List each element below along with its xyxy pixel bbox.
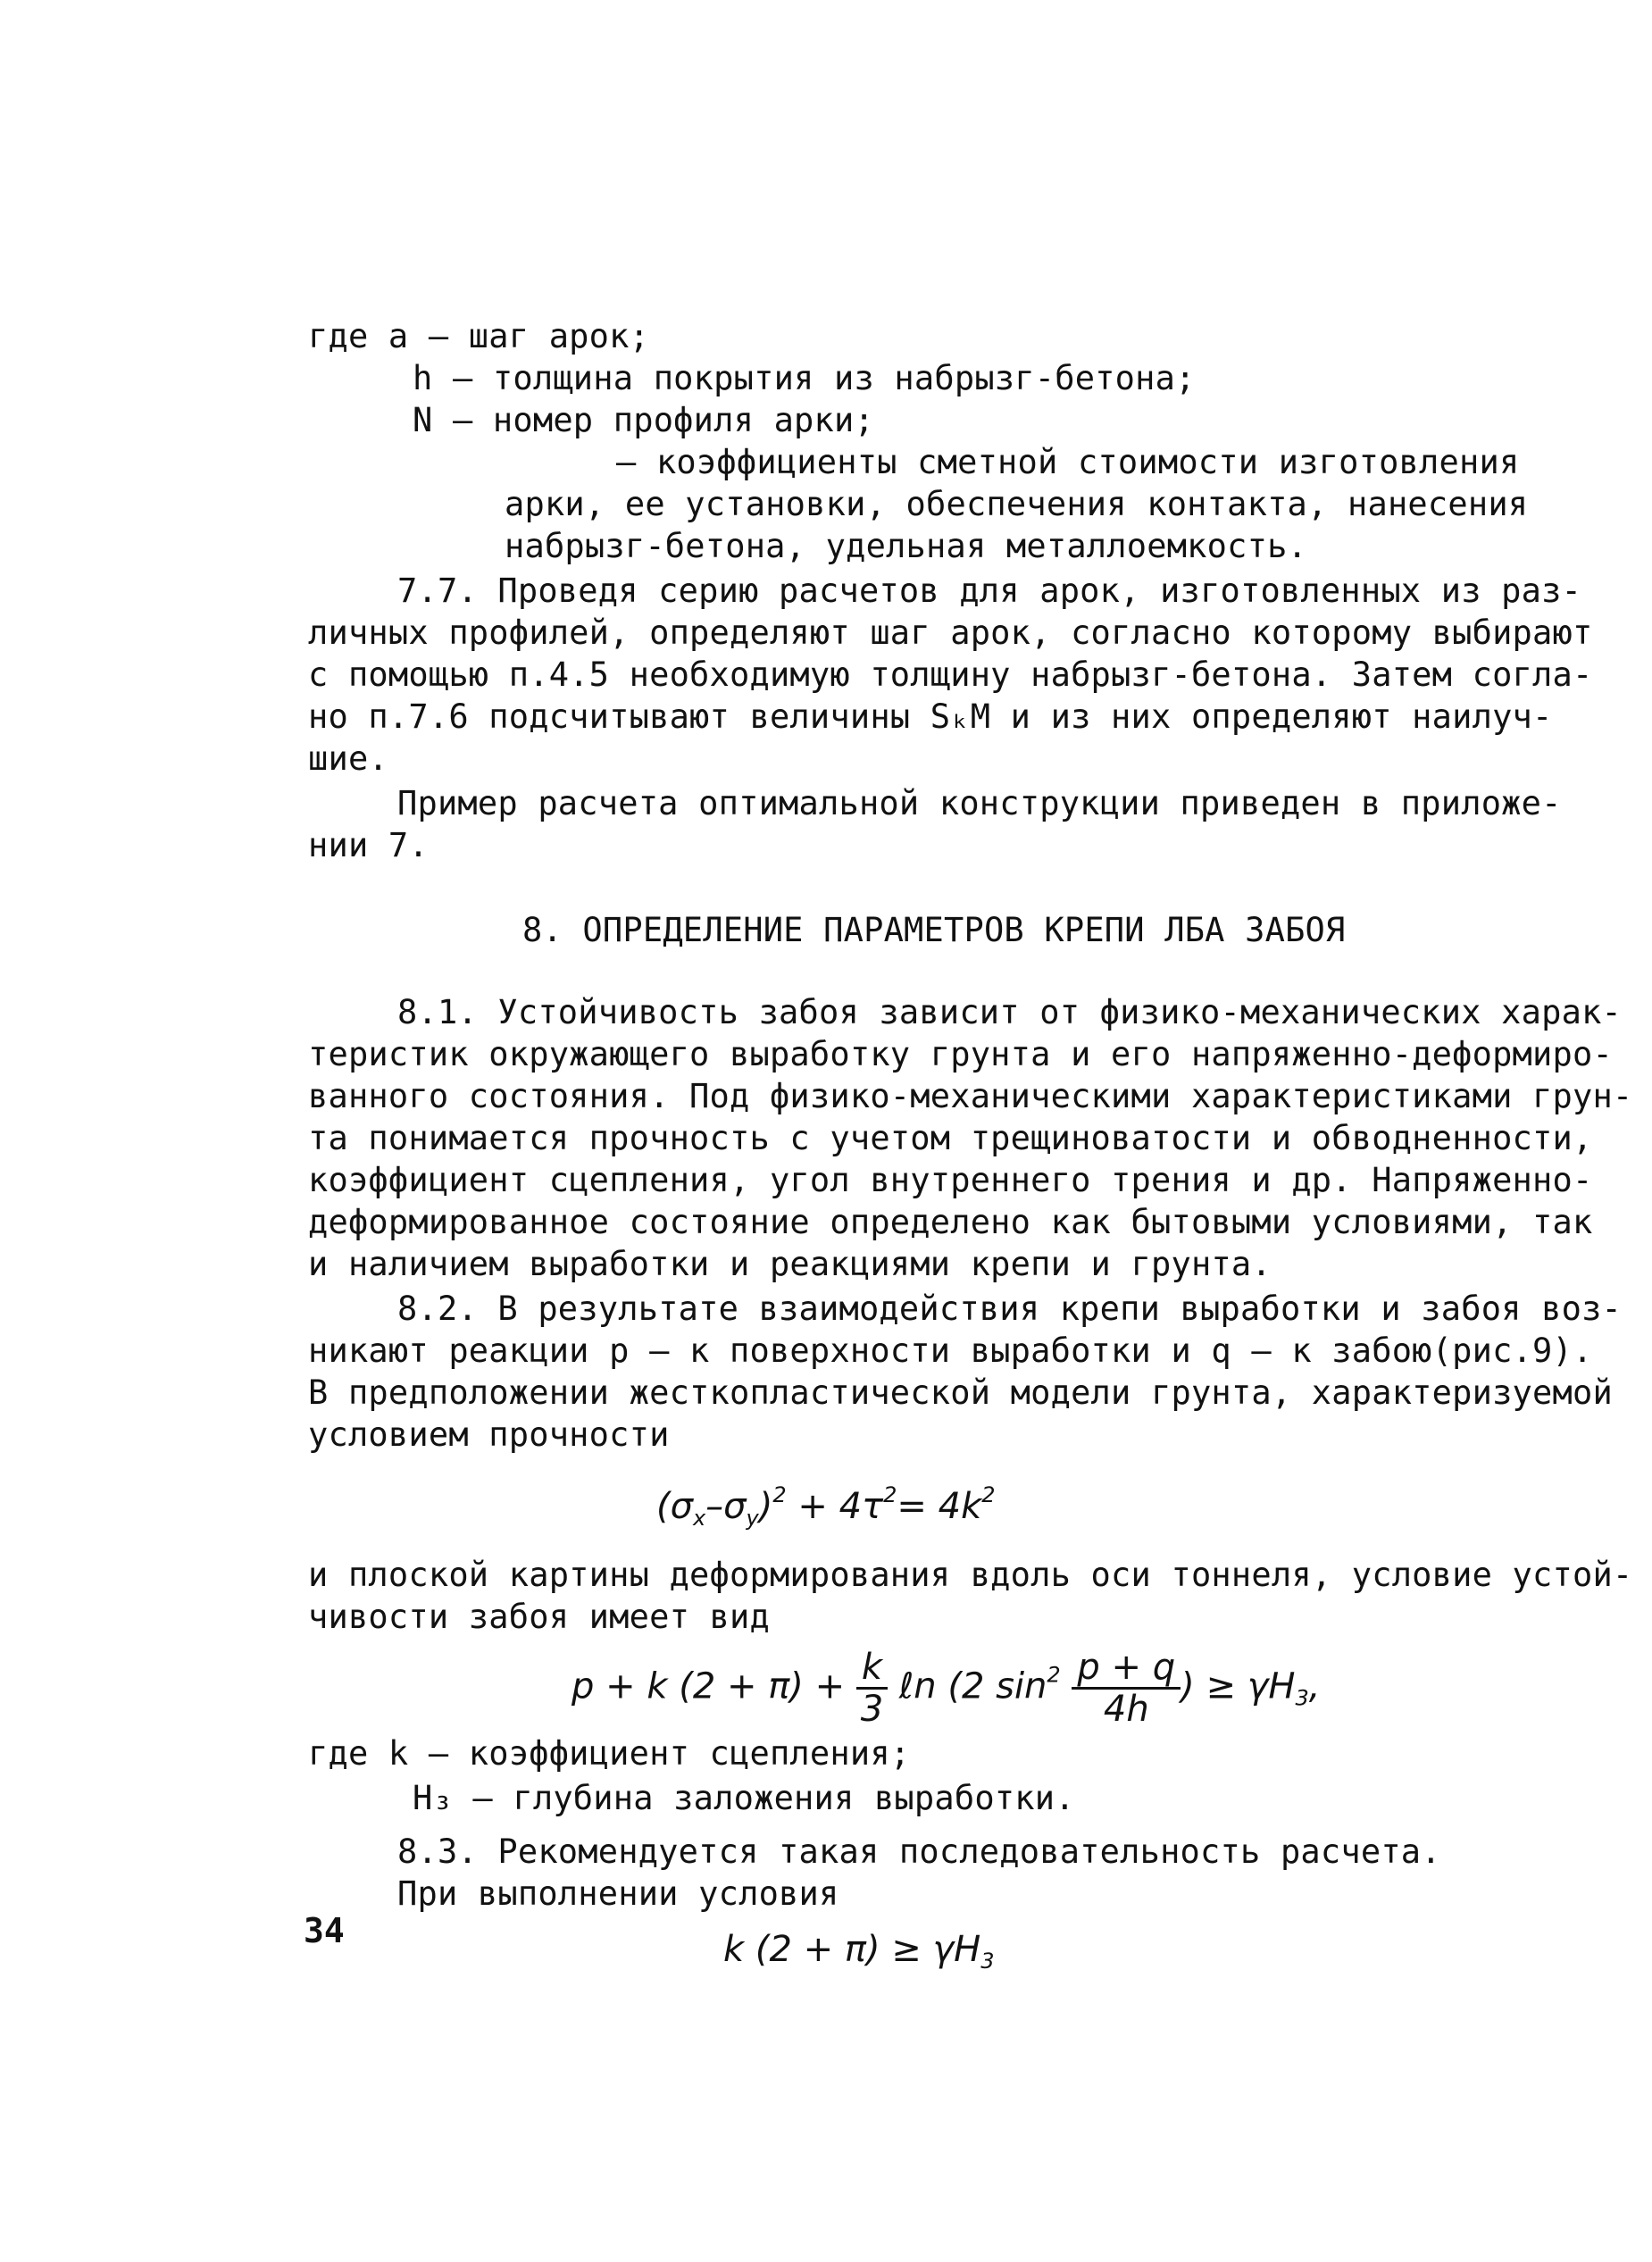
- text-line: При выполнении условия: [397, 1874, 839, 1913]
- text-line: 8.3. Рекомендуется такая последовательность расчета.: [397, 1832, 1441, 1871]
- text-line: N – номер профиля арки;: [413, 401, 874, 439]
- text-line: набрызг-бетона, удельная металлоемкость.: [505, 527, 1308, 565]
- text-line: условием прочности: [308, 1415, 670, 1454]
- text-line: шие.: [308, 739, 388, 778]
- text-line: h – толщина покрытия из набрызг-бетона;: [413, 359, 1196, 397]
- text-line: но п.7.6 подсчитывают величины SₖM и из них определяют наилуч-: [308, 697, 1553, 736]
- simplified-condition-formula: k $(2 + \pi) \ge \gamma H_3$: [723, 1929, 995, 1974]
- section-heading: 8. ОПРЕДЕЛЕНИЕ ПАРАМЕТРОВ КРЕПИ ЛБА ЗАБОЯ: [522, 911, 1346, 949]
- text-line: ванного состояния. Под физико-механическими характеристиками грун-: [308, 1077, 1633, 1115]
- stability-condition-formula: p + k (2 + π) + $\frac{k}{3}$ ℓn (2 $\sin^2$ $\frac{p + q}{4h}$ ) ≥ $\gamma H_3$,: [572, 1647, 1321, 1730]
- text-line: В предположении жесткопластической модели грунта, характеризуемой: [308, 1373, 1613, 1412]
- text-line: личных профилей, определяют шаг арок, согласно которому выбирают: [308, 613, 1593, 652]
- text-line: и наличием выработки и реакциями крепи и грунта.: [308, 1245, 1272, 1283]
- strength-condition-formula: $(\sigma_x-\sigma_y)^2 + 4\tau^2= 4k^2$: [656, 1482, 996, 1531]
- page-number: 34: [304, 1911, 345, 1950]
- text-line: 8.1. Устойчивость забоя зависит от физико-механических харак-: [397, 993, 1623, 1031]
- text-line: где k – коэффициент сцепления;: [308, 1734, 911, 1773]
- text-line: коэффициент сцепления, угол внутреннего трения и др. Напряженно-: [308, 1161, 1593, 1199]
- text-line: та понимается прочность с учетом трещиноватости и обводненности,: [308, 1119, 1593, 1157]
- text-line: H₃ – глубина заложения выработки.: [413, 1779, 1075, 1817]
- fraction: $\frac{p + q}{4h}$: [1072, 1648, 1181, 1729]
- fraction: $\frac{k}{3}$: [856, 1648, 888, 1729]
- text-line: с помощью п.4.5 необходимую толщину набрызг-бетона. Затем согла-: [308, 655, 1593, 694]
- text-line: и плоской картины деформирования вдоль оси тоннеля, условие устой-: [308, 1556, 1633, 1594]
- text-line: Пример расчета оптимальной конструкции приведен в приложе-: [397, 784, 1562, 822]
- text-line: никают реакции p – к поверхности выработки и q – к забою(рис.9).: [308, 1331, 1593, 1370]
- text-line: – коэффициенты сметной стоимости изготовления: [616, 443, 1520, 481]
- text-line: деформированное состояние определено как бытовыми условиями, так: [308, 1203, 1593, 1241]
- text-line: теристик окружающего выработку грунта и его напряженно-деформиро-: [308, 1035, 1613, 1073]
- text-line: 8.2. В результате взаимодействия крепи выработки и забоя воз-: [397, 1290, 1623, 1328]
- text-line: арки, ее установки, обеспечения контакта, нанесения: [505, 485, 1529, 523]
- text-line: чивости забоя имеет вид: [308, 1598, 770, 1636]
- text-line: 7.7. Проведя серию расчетов для арок, изготовленных из раз-: [397, 572, 1582, 610]
- text-line: нии 7.: [308, 826, 429, 864]
- text-line: где a – шаг арок;: [308, 317, 650, 355]
